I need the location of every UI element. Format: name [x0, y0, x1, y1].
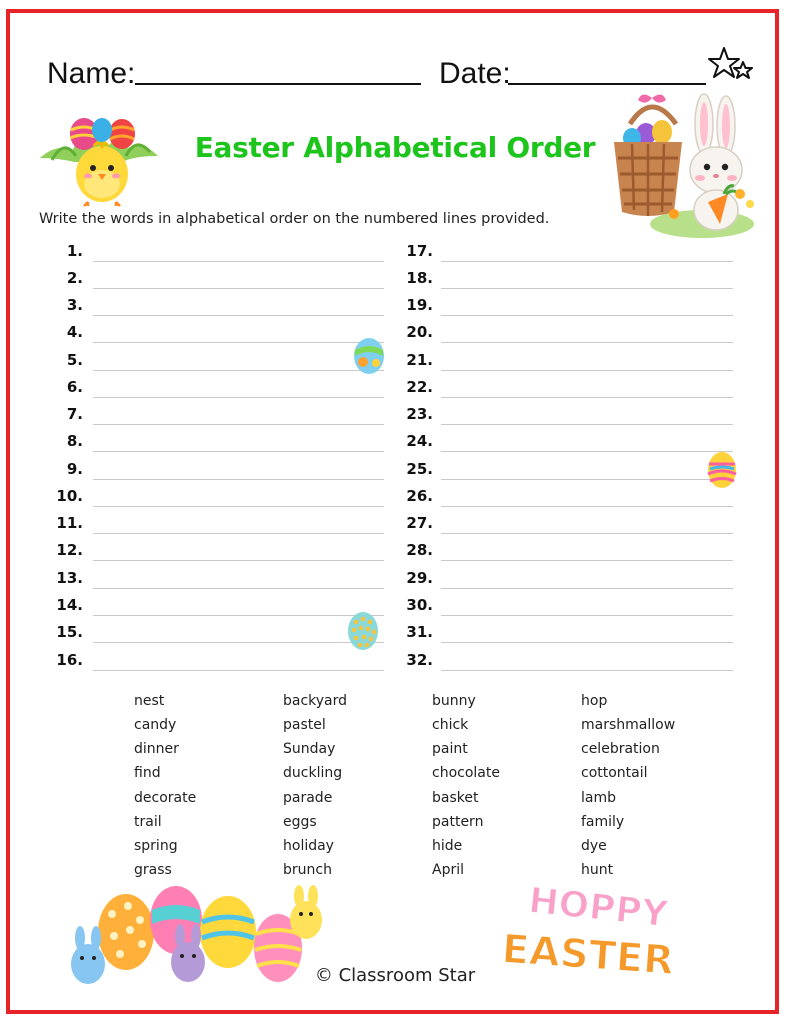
line-number: 4.: [66, 323, 83, 341]
line-number: 28.: [406, 541, 433, 559]
answer-line-20[interactable]: [441, 342, 733, 343]
answer-line-21[interactable]: [441, 370, 733, 371]
line-number: 2.: [66, 269, 83, 287]
word-bank-item: trail: [134, 814, 162, 830]
line-number: 12.: [56, 541, 83, 559]
line-number: 26.: [406, 487, 433, 505]
date-line[interactable]: [508, 83, 706, 85]
word-bank-item: backyard: [283, 693, 348, 709]
date-label: Date:: [439, 57, 511, 90]
word-bank-item: candy: [134, 717, 177, 733]
name-line[interactable]: [135, 83, 421, 85]
answer-line-29[interactable]: [441, 588, 733, 589]
line-number: 7.: [66, 405, 83, 423]
word-bank-item: find: [134, 765, 161, 781]
answer-line-31[interactable]: [441, 642, 733, 643]
answer-line-14[interactable]: [93, 615, 384, 616]
word-bank-item: parade: [283, 790, 333, 806]
word-bank-item: decorate: [134, 790, 197, 806]
stars-icon: [708, 46, 754, 86]
answer-line-3[interactable]: [93, 315, 384, 316]
word-bank-item: family: [581, 814, 625, 830]
word-bank-item: brunch: [283, 862, 332, 878]
word-bank-item: holiday: [283, 838, 334, 854]
word-bank-item: chocolate: [432, 765, 500, 781]
line-number: 16.: [56, 651, 83, 669]
line-number: 6.: [66, 378, 83, 396]
word-bank-item: pattern: [432, 814, 484, 830]
answer-line-30[interactable]: [441, 615, 733, 616]
word-bank-item: celebration: [581, 741, 660, 757]
word-bank-item: pastel: [283, 717, 326, 733]
instructions: Write the words in alphabetical order on the numbered lines provided.: [39, 211, 550, 227]
answer-line-11[interactable]: [93, 533, 384, 534]
line-number: 17.: [406, 242, 433, 260]
word-bank-item: hunt: [581, 862, 614, 878]
word-bank-item: grass: [134, 862, 172, 878]
easter-egg-icon: [706, 450, 738, 490]
line-number: 19.: [406, 296, 433, 314]
line-number: 32.: [406, 651, 433, 669]
line-number: 8.: [66, 432, 83, 450]
answer-line-18[interactable]: [441, 288, 733, 289]
line-number: 22.: [406, 378, 433, 396]
word-bank-item: hide: [432, 838, 463, 854]
answer-line-2[interactable]: [93, 288, 384, 289]
word-bank-item: chick: [432, 717, 469, 733]
line-number: 10.: [56, 487, 83, 505]
easter-text: EASTER: [500, 926, 676, 985]
easter-egg-icon: [352, 336, 386, 376]
word-bank-item: dinner: [134, 741, 179, 757]
answer-line-23[interactable]: [441, 424, 733, 425]
line-number: 21.: [406, 351, 433, 369]
hoppy-easter-lettering: [498, 870, 676, 990]
answer-line-1[interactable]: [93, 261, 384, 262]
answer-line-16[interactable]: [93, 670, 384, 671]
word-bank-item: marshmallow: [581, 717, 676, 733]
answer-line-10[interactable]: [93, 506, 384, 507]
worksheet-title: Easter Alphabetical Order: [194, 131, 596, 164]
answer-line-13[interactable]: [93, 588, 384, 589]
line-number: 9.: [66, 460, 83, 478]
answer-line-27[interactable]: [441, 533, 733, 534]
word-bank-item: eggs: [283, 814, 317, 830]
answer-line-19[interactable]: [441, 315, 733, 316]
answer-line-25[interactable]: [441, 479, 733, 480]
answer-line-24[interactable]: [441, 451, 733, 452]
line-number: 25.: [406, 460, 433, 478]
word-bank-item: dye: [581, 838, 607, 854]
line-number: 29.: [406, 569, 433, 587]
bunny-basket-icon: [612, 94, 757, 240]
answer-line-5[interactable]: [93, 370, 384, 371]
line-number: 24.: [406, 432, 433, 450]
name-label: Name:: [47, 57, 136, 90]
answer-line-32[interactable]: [441, 670, 733, 671]
answer-line-22[interactable]: [441, 397, 733, 398]
line-number: 14.: [56, 596, 83, 614]
line-number: 13.: [56, 569, 83, 587]
word-bank-item: hop: [581, 693, 608, 709]
copyright-footer: © Classroom Star: [314, 965, 476, 986]
answer-line-9[interactable]: [93, 479, 384, 480]
line-number: 3.: [66, 296, 83, 314]
word-bank-item: lamb: [581, 790, 616, 806]
answer-line-15[interactable]: [93, 642, 384, 643]
word-bank-item: spring: [134, 838, 178, 854]
answer-line-8[interactable]: [93, 451, 384, 452]
answer-line-28[interactable]: [441, 560, 733, 561]
word-bank-item: basket: [432, 790, 479, 806]
word-bank-item: paint: [432, 741, 468, 757]
word-bank-item: nest: [134, 693, 165, 709]
chick-with-eggs-icon: [38, 112, 160, 206]
word-bank-item: bunny: [432, 693, 476, 709]
answer-line-17[interactable]: [441, 261, 733, 262]
answer-line-7[interactable]: [93, 424, 384, 425]
line-number: 27.: [406, 514, 433, 532]
word-bank-item: Sunday: [283, 741, 336, 757]
line-number: 30.: [406, 596, 433, 614]
line-number: 11.: [56, 514, 83, 532]
line-number: 23.: [406, 405, 433, 423]
answer-line-26[interactable]: [441, 506, 733, 507]
answer-line-6[interactable]: [93, 397, 384, 398]
answer-line-4[interactable]: [93, 342, 384, 343]
line-number: 20.: [406, 323, 433, 341]
eggs-and-peeps-icon: [68, 880, 338, 990]
word-bank-item: cottontail: [581, 765, 648, 781]
line-number: 31.: [406, 623, 433, 641]
answer-line-12[interactable]: [93, 560, 384, 561]
line-number: 18.: [406, 269, 433, 287]
word-bank-item: April: [432, 862, 464, 878]
easter-egg-icon: [346, 610, 380, 652]
hoppy-text: HOPPY: [526, 880, 670, 936]
word-bank-item: duckling: [283, 765, 343, 781]
line-number: 15.: [56, 623, 83, 641]
line-number: 5.: [66, 351, 83, 369]
line-number: 1.: [66, 242, 83, 260]
